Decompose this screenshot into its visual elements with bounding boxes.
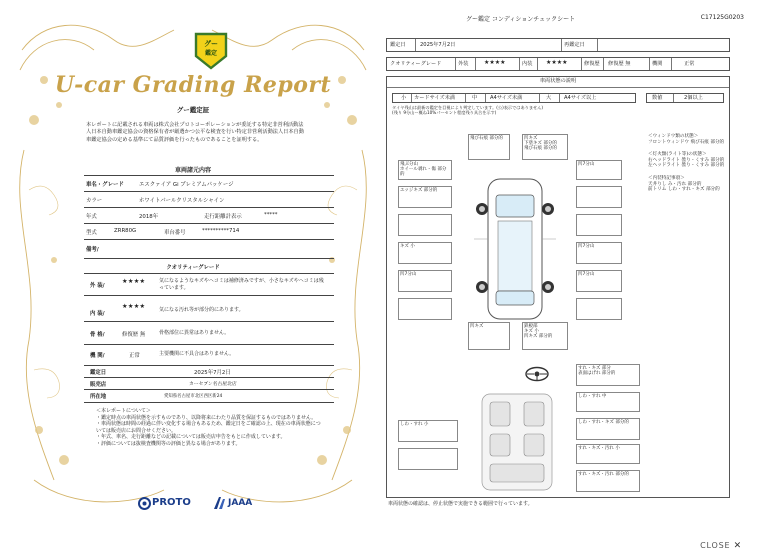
inspection-box: 凹7分山 (576, 242, 622, 264)
remarks-label: 備考/ (86, 247, 99, 253)
disclaimer-item: ・車両状態は時間の経過に伴い変化する場合もあるため、鑑定日をご確認の上、現在の車両状態については販売店にお問合せください。 (96, 421, 321, 434)
light-note-heading: ＜灯火類(ライト等)の状態＞ (648, 152, 707, 157)
count-label: 数値 (652, 95, 663, 101)
size-desc: カードサイズ未満 (414, 95, 456, 101)
condition-heading: 車両状態の説明 (539, 78, 577, 84)
inspection-box (398, 214, 452, 236)
divider (84, 377, 334, 378)
car-name-label: 車名・グレード (86, 182, 124, 188)
divider (84, 365, 334, 366)
jaaa-logo: JAAA (228, 498, 253, 508)
exterior-label: 外装 (458, 61, 469, 67)
certificate-title: U-car Grading Report (54, 72, 332, 98)
divider (84, 191, 334, 192)
divider (84, 344, 334, 345)
color-value: ホワイトパールクリスタルシャイン (139, 198, 225, 204)
divider (84, 321, 334, 322)
interior-stars: ★★★★ (546, 59, 568, 66)
grade-label: クオリティーグレード (390, 61, 442, 67)
inspection-box: 凹7分山 (398, 270, 452, 292)
divider (84, 223, 334, 224)
engine-value: 正常 (684, 61, 695, 67)
disclaimer-item: ・評価については抜検査機関等の評価と異なる場合があります。 (96, 440, 241, 447)
inspection-box (576, 214, 622, 236)
interior-seat-diagram (478, 390, 556, 494)
inspection-box: 凹キズ (468, 322, 510, 350)
repair-label: 修復歴 (584, 61, 600, 67)
exterior-stars: ★★★★ (122, 278, 146, 285)
close-button[interactable] (700, 541, 742, 551)
year-value: 2018年 (139, 214, 159, 220)
light-note: 右ヘッドライト 曇り・くすみ 部分的 左ヘッドライト 曇り・くすみ 部分的 (648, 158, 725, 169)
exterior-stars: ★★★★ (484, 59, 506, 66)
disclaimer-item: ・年式、車名、走行距離などの記載については販売店申告をもとに作成しています。 (96, 434, 286, 440)
interior-box: しわ・すれ 小 (398, 420, 458, 442)
interior-box: しわ・すれ・キズ 部分的 (576, 418, 640, 440)
mechanical-status: 正常 (129, 353, 140, 359)
inspection-box: キズ 小 (398, 242, 452, 264)
certificate-intro: 本レポートに記載される車両は株式会社プロトコーポレーションが委託する特定非営利活動法人日本自動車鑑定協会の資格保有者が厳選かつ公平な検査を行い特定非営利活動法人日本自動車鑑定協会の定める基準にて品質評価を行ったものであることを証明する。 (86, 122, 304, 143)
location-value: 愛知県名古屋市北区西区新24 (164, 394, 223, 399)
spec-heading: 車両諸元内容 (174, 167, 211, 174)
grading-certificate (14, 10, 372, 515)
chassis-value: **********714 (202, 228, 240, 234)
sheet-title: グー鑑定 コンディションチェックシート (466, 16, 576, 23)
date-label: 鑑定日 (390, 42, 406, 48)
svg-text:鑑定: 鑑定 (204, 50, 218, 57)
window-note: フロントウィンドウ 飛び石痕 部分的 (648, 140, 725, 145)
size-desc: A4サイズ以上 (564, 95, 597, 101)
steering-wheel-icon (524, 366, 550, 382)
interior-box: すれ・キズ・汚れ 小 (576, 444, 640, 464)
proto-logo: PROTO (152, 497, 191, 508)
repair-value: 修復歴 無 (608, 61, 631, 67)
interior-label: 内 装/ (90, 311, 105, 317)
inspection-box (398, 298, 452, 320)
divider (84, 207, 334, 208)
resale-date-label: 再鑑定日 (564, 42, 585, 48)
interior-box (398, 448, 458, 470)
size-key: 中 (472, 95, 478, 101)
inspection-box: 凹7分山 (576, 160, 622, 180)
size-key: 大 (546, 95, 552, 101)
interior-note: 気になる汚れ等が部分的にあります。 (159, 307, 244, 313)
sheet-footer-note: 車両状態の確認は、停止状態で実施できる範囲で行っています。 (388, 501, 533, 507)
quality-heading: クオリティーグレード (166, 265, 220, 271)
interior-label: 内装 (522, 61, 533, 67)
divider (84, 273, 334, 274)
color-label: カラー (86, 198, 103, 204)
proto-logo-icon (138, 497, 151, 510)
car-name-value: エスクァイア Gi プレミアムパッケージ (139, 182, 234, 188)
interior-stars: ★★★★ (122, 303, 146, 310)
tire-note: タイヤ残山は最新の鑑定を目視により判定しています。(公)表示ではありません) (392, 105, 544, 110)
divider (84, 389, 334, 390)
disclaimer-heading: ＜本レポートについて＞ (96, 408, 151, 414)
divider (84, 175, 334, 176)
divider (84, 295, 334, 296)
svg-text:グー: グー (204, 40, 218, 48)
tire-note-detail: (残り 9分山ー概ね10%パーセント程度残り具合を示す) (392, 110, 497, 115)
mileage-value: ***** (264, 212, 278, 218)
mileage-label: 走行距離計表示 (204, 214, 242, 220)
mechanical-label: 機 関/ (90, 353, 105, 359)
inspection-box: エッジキズ 部分的 (398, 186, 452, 208)
condition-check-sheet (386, 14, 744, 514)
goo-kantei-badge (192, 30, 230, 70)
frame-note: 骨格部位に異常はありません。 (159, 330, 230, 336)
disclaimer (96, 408, 322, 447)
count-value: 2個以上 (684, 95, 703, 101)
size-desc: A4サイズ未満 (490, 95, 523, 101)
location-label: 所在地 (90, 394, 107, 400)
shop-value: カーセブン名古屋北店 (189, 382, 237, 387)
partner-logos (136, 496, 276, 510)
window-note-heading: ＜ウィンドウ類の状態＞ (648, 134, 699, 139)
interior-box: しわ・すれ 中 (576, 392, 640, 412)
inspection-date-value: 2025年7月2日 (194, 370, 231, 376)
engine-label: 機関 (652, 61, 663, 67)
interior-note: 天井りし み・汚れ 部分的 前トリム しわ・すれ・キズ 部分的 (648, 182, 720, 193)
inspection-date-label: 鑑定日 (90, 370, 107, 376)
year-label: 年式 (86, 214, 97, 220)
divider (84, 239, 334, 240)
interior-note-heading: ＜内装特記事項＞ (648, 176, 685, 181)
certificate-subtitle: グー鑑定証 (176, 106, 210, 114)
inspection-box: 飛び石痕 部分的 (468, 134, 510, 160)
model-label: 型式 (86, 230, 97, 236)
inspection-box: 鉄板部 キズ 小 凹キズ 部分的 (522, 322, 568, 350)
model-value: ZRR80G (114, 228, 137, 234)
shop-label: 販売店 (90, 382, 107, 388)
frame-label: 骨 格/ (90, 332, 105, 338)
jaaa-logo-icon (212, 496, 226, 510)
divider (84, 402, 334, 403)
exterior-label: 外 装/ (90, 283, 105, 289)
frame-status: 修復歴 無 (122, 332, 146, 338)
sheet-doc-id: C17125G0203 (700, 14, 744, 21)
size-key: 小 (401, 95, 407, 101)
inspection-box: 凹キズ 下塗キズ 部分的 飛び石痕 部分的 (522, 134, 568, 160)
inspection-box: 飛ぶ分山 ホイール剥れ・傷 部分的 (398, 160, 452, 180)
mechanical-note: 主要機関に不具合はありません。 (159, 351, 235, 357)
exterior-note: 気になるようなキズやヘコミは補修済みですが、小さなキズやヘコミは残っています。 (159, 278, 324, 291)
inspection-box: 凹7分山 (576, 270, 622, 292)
disclaimer-item: ・鑑定時点の車両状態を示すものであり、以降将来にわたり品質を保証するものではありません。 (96, 414, 317, 421)
inspection-box (576, 298, 622, 320)
interior-box: すれ・キズ・汚れ 部分的 (576, 470, 640, 492)
inspection-box (576, 186, 622, 208)
interior-box: すれ・キズ 部分 表面はげれ 部分的 (576, 364, 640, 386)
car-top-view-diagram (474, 169, 556, 329)
close-icon: ✕ (733, 541, 742, 551)
chassis-label: 車台番号 (164, 230, 186, 236)
close-label: CLOSE (700, 541, 731, 550)
divider (84, 258, 334, 259)
date-value: 2025年7月2日 (420, 42, 456, 48)
